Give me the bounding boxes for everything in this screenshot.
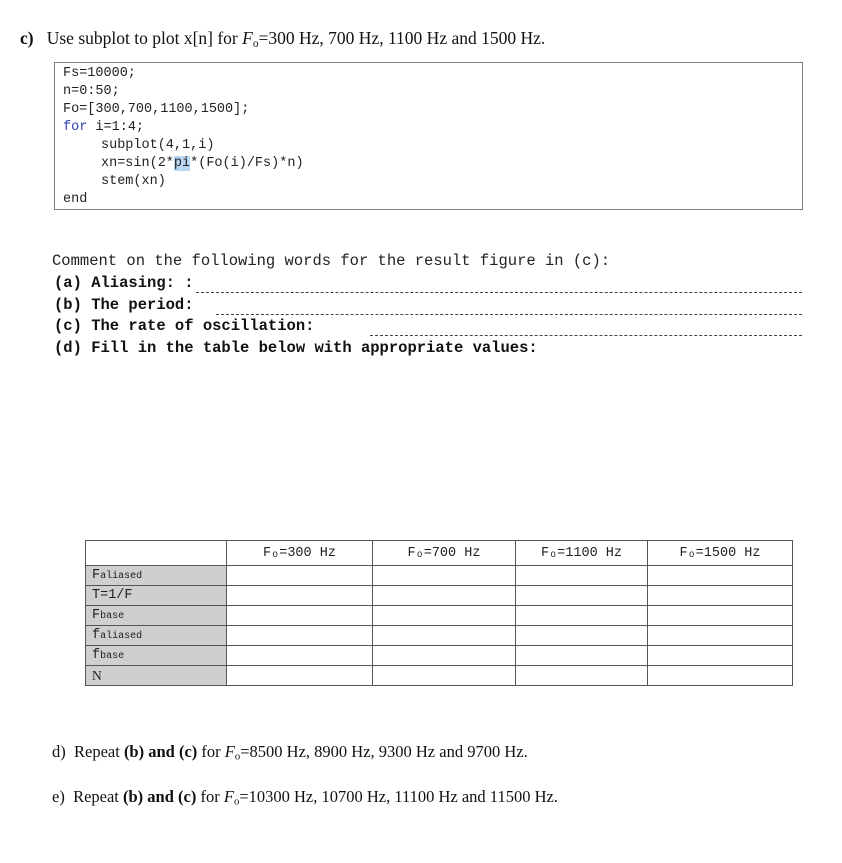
code-line-2: n=0:50;	[63, 84, 120, 99]
table-cell[interactable]	[373, 646, 516, 666]
table-cell[interactable]	[516, 646, 648, 666]
code-line-6	[101, 156, 304, 171]
item-e-pre: Repeat	[73, 787, 124, 806]
question-c: (c) The rate of oscillation:	[54, 317, 315, 335]
code-line-6-post: *(Fo(i)/Fs)*n)	[190, 156, 304, 171]
item-d-bold: (b) and (c)	[123, 742, 198, 761]
row-header-f-aliased	[86, 566, 227, 586]
code-line-5: subplot(4,1,i)	[101, 138, 215, 153]
code-keyword-for: for	[63, 120, 88, 135]
table-row	[86, 666, 793, 686]
item-e-var: F	[223, 787, 234, 806]
question-b: (b) The period:	[54, 296, 194, 314]
table-row	[86, 646, 793, 666]
table-cell[interactable]	[516, 606, 648, 626]
table-header-300: Fₒ=300 Hz	[227, 541, 373, 566]
table-cell[interactable]	[516, 566, 648, 586]
values-table	[85, 540, 793, 686]
item-e-mid: for	[196, 787, 224, 806]
code-line-1: Fs=10000;	[63, 66, 136, 81]
table-cell[interactable]	[373, 606, 516, 626]
item-d	[52, 742, 528, 763]
row-header-lower-f-aliased	[86, 626, 227, 646]
code-highlight-pi: pi	[173, 156, 191, 171]
table-cell[interactable]	[373, 666, 516, 686]
item-e-freqs: =10300 Hz, 10700 Hz, 11100 Hz and 11500 Hz.	[239, 787, 558, 806]
table-cell[interactable]	[516, 626, 648, 646]
item-e	[52, 787, 558, 808]
row-header-f-base	[86, 606, 227, 626]
item-d-letter: d)	[52, 742, 66, 761]
question-a: (a) Aliasing: :	[54, 274, 194, 292]
answer-line-c	[370, 335, 802, 336]
table-corner-cell	[86, 541, 227, 566]
item-e-var-sub: o	[233, 795, 240, 808]
row-label-sub: aliased	[100, 631, 143, 642]
table-header-1100: Fₒ=1100 Hz	[516, 541, 648, 566]
row-header-lower-f-base	[86, 646, 227, 666]
item-e-bold: (b) and (c)	[123, 787, 197, 806]
table-row	[86, 586, 793, 606]
item-d-mid: for	[197, 742, 225, 761]
row-header-n: N	[86, 666, 227, 686]
table-cell[interactable]	[516, 586, 648, 606]
heading-c	[20, 28, 545, 50]
table-cell[interactable]	[227, 626, 373, 646]
code-line-4	[63, 120, 144, 135]
heading-c-text: Use subplot to plot x[n] for	[46, 28, 243, 48]
code-line-3: Fo=[300,700,1100,1500];	[63, 102, 250, 117]
table-cell[interactable]	[648, 666, 793, 686]
table-header-row	[86, 541, 793, 566]
answer-line-b	[216, 314, 802, 315]
code-line-7: stem(xn)	[101, 174, 166, 189]
table-cell[interactable]	[373, 566, 516, 586]
table-cell[interactable]	[227, 586, 373, 606]
item-d-var-sub: o	[234, 750, 241, 763]
code-keyword-end: end	[63, 192, 88, 207]
item-d-pre: Repeat	[74, 742, 124, 761]
answer-line-a	[196, 292, 802, 293]
row-header-period: T=1/F	[86, 586, 227, 606]
table-cell[interactable]	[373, 626, 516, 646]
table-header-1500: Fₒ=1500 Hz	[648, 541, 793, 566]
heading-c-freqs: =300 Hz, 700 Hz, 1100 Hz and 1500 Hz.	[258, 28, 546, 48]
item-e-letter: e)	[52, 787, 65, 806]
table-cell[interactable]	[648, 566, 793, 586]
row-label-sub: base	[100, 611, 125, 622]
table-header-700: Fₒ=700 Hz	[373, 541, 516, 566]
table-cell[interactable]	[227, 646, 373, 666]
item-d-var: F	[224, 742, 235, 761]
comment-intro: Comment on the following words for the result figure in (c):	[52, 252, 611, 270]
table-cell[interactable]	[648, 626, 793, 646]
table-cell[interactable]	[227, 666, 373, 686]
item-d-freqs: =8500 Hz, 8900 Hz, 9300 Hz and 9700 Hz.	[240, 742, 528, 761]
table-cell[interactable]	[648, 586, 793, 606]
heading-c-var-sub: o	[252, 37, 259, 50]
table-cell[interactable]	[227, 566, 373, 586]
row-label-main: F	[92, 568, 101, 583]
row-label-main: f	[92, 648, 101, 663]
table-cell[interactable]	[373, 586, 516, 606]
code-line-6-pre: xn=sin(2*	[101, 156, 174, 171]
table-row	[86, 626, 793, 646]
question-d: (d) Fill in the table below with appropriate values:	[54, 339, 538, 357]
code-line-4-rest: i=1:4;	[87, 120, 145, 135]
row-label-main: F	[92, 608, 101, 623]
row-label-sub: base	[100, 651, 125, 662]
row-label-sub: aliased	[100, 571, 143, 582]
table-cell[interactable]	[516, 666, 648, 686]
table-cell[interactable]	[648, 606, 793, 626]
table-cell[interactable]	[227, 606, 373, 626]
row-label-main: f	[92, 628, 101, 643]
table-row	[86, 566, 793, 586]
heading-c-var: F	[242, 28, 253, 48]
table-row	[86, 606, 793, 626]
heading-c-letter: c)	[20, 28, 34, 48]
code-block	[54, 62, 803, 210]
table-cell[interactable]	[648, 646, 793, 666]
